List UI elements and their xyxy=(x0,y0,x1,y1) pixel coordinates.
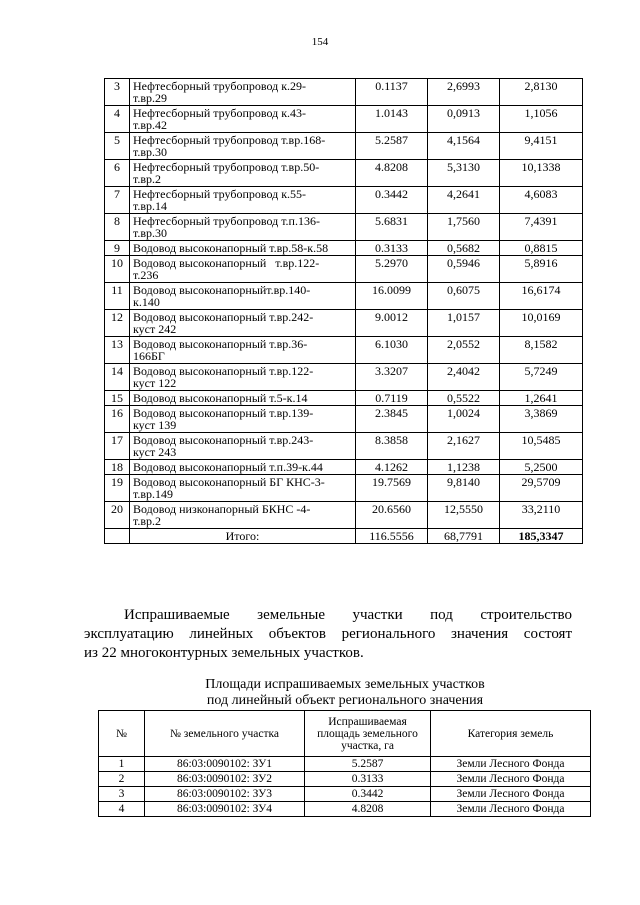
row-number: 20 xyxy=(105,502,130,529)
value-v1: 4.1262 xyxy=(356,460,428,475)
value-v3: 7,4391 xyxy=(500,214,583,241)
object-name xyxy=(130,460,356,475)
object-name-line: Нефтесборный трубопровод к.55- xyxy=(133,187,307,201)
parcel-num: 3 xyxy=(99,787,145,802)
paragraph xyxy=(84,606,572,663)
row-number: 4 xyxy=(105,106,130,133)
table2-title-line-1: Площади испрашиваемых земельных участков xyxy=(205,677,485,692)
value-v2: 1,1238 xyxy=(428,460,500,475)
header-category: Категория земель xyxy=(431,711,591,757)
total-v2: 68,7791 xyxy=(428,529,500,544)
row-number: 12 xyxy=(105,310,130,337)
total-v3: 185,3347 xyxy=(500,529,583,544)
object-name-line: к.140 xyxy=(133,295,160,309)
value-v1: 0.3133 xyxy=(356,241,428,256)
parcel-category: Земли Лесного Фонда xyxy=(431,787,591,802)
value-v3: 10,5485 xyxy=(500,433,583,460)
object-name-line: Водовод высоконапорный т.вр.122- xyxy=(133,256,320,270)
value-v2: 0,5522 xyxy=(428,391,500,406)
parcel-num: 1 xyxy=(99,757,145,772)
row-number: 5 xyxy=(105,133,130,160)
table-row xyxy=(105,160,583,187)
value-v3: 4,6083 xyxy=(500,187,583,214)
object-name-line: Водовод высоконапорный т.вр.242- xyxy=(133,310,314,324)
value-v2: 5,3130 xyxy=(428,160,500,187)
row-number: 19 xyxy=(105,475,130,502)
table2-title-line-2: под линейный объект регионального значения xyxy=(206,693,484,708)
row-number: 8 xyxy=(105,214,130,241)
total-label: Итого: xyxy=(130,529,356,544)
object-name-line: куст 139 xyxy=(133,418,177,432)
header-area xyxy=(305,711,431,757)
page-number: 154 xyxy=(311,36,329,48)
object-name xyxy=(130,433,356,460)
parcel-parcel: 86:03:0090102: ЗУ4 xyxy=(145,802,305,817)
value-v2: 1,7560 xyxy=(428,214,500,241)
value-v1: 8.3858 xyxy=(356,433,428,460)
table-row xyxy=(105,433,583,460)
total-row xyxy=(105,529,583,544)
value-v3: 10,0169 xyxy=(500,310,583,337)
paragraph-line-1: Испрашиваемые земельные участки под строительство xyxy=(124,607,572,623)
row-number: 10 xyxy=(105,256,130,283)
object-name-line: т.вр.14 xyxy=(133,199,168,213)
value-v2: 2,0552 xyxy=(428,337,500,364)
object-name-line: т.вр.2 xyxy=(133,514,162,528)
value-v2: 2,6993 xyxy=(428,79,500,106)
value-v1: 20.6560 xyxy=(356,502,428,529)
object-name xyxy=(130,391,356,406)
object-name xyxy=(130,364,356,391)
value-v3: 8,1582 xyxy=(500,337,583,364)
object-name-line: Водовод высоконапорный т.вр.139- xyxy=(133,406,314,420)
value-v1: 0.3442 xyxy=(356,187,428,214)
parcel-area: 5.2587 xyxy=(305,757,431,772)
object-name-line: Нефтесборный трубопровод т.вр.50- xyxy=(133,160,320,174)
object-name-line: Нефтесборный трубопровод к.43- xyxy=(133,106,307,120)
value-v1: 9.0012 xyxy=(356,310,428,337)
value-v1: 5.2970 xyxy=(356,256,428,283)
value-v3: 5,7249 xyxy=(500,364,583,391)
table-row xyxy=(105,337,583,364)
row-number: 11 xyxy=(105,283,130,310)
object-name-line: Водовод высоконапорный БГ КНС-3- xyxy=(133,475,325,489)
value-v2: 1,0024 xyxy=(428,406,500,433)
value-v2: 0,6075 xyxy=(428,283,500,310)
parcel-category: Земли Лесного Фонда xyxy=(431,757,591,772)
header-area-line-3: участка, га xyxy=(341,739,394,752)
paragraph-line-2: эксплуатацию линейных объектов регионального значения состоят xyxy=(84,626,572,642)
value-v3: 16,6174 xyxy=(500,283,583,310)
value-v2: 4,1564 xyxy=(428,133,500,160)
object-name-line: Водовод высоконапорный т.вр.243- xyxy=(133,433,314,447)
row-number: 3 xyxy=(105,79,130,106)
object-name xyxy=(130,133,356,160)
table-row xyxy=(105,283,583,310)
value-v3: 0,8815 xyxy=(500,241,583,256)
paragraph-line-3: из 22 многоконтурных земельных участков. xyxy=(84,645,364,661)
object-name xyxy=(130,256,356,283)
row-number: 17 xyxy=(105,433,130,460)
value-v2: 2,4042 xyxy=(428,364,500,391)
object-name-line: Нефтесборный трубопровод т.вр.168- xyxy=(133,133,326,147)
parcel-area: 4.8208 xyxy=(305,802,431,817)
row-number: 13 xyxy=(105,337,130,364)
table-row xyxy=(105,256,583,283)
value-v1: 2.3845 xyxy=(356,406,428,433)
object-name xyxy=(130,475,356,502)
table-row xyxy=(105,310,583,337)
linear-objects-table xyxy=(104,78,583,544)
object-name xyxy=(130,502,356,529)
table-row xyxy=(99,787,591,802)
object-name-line: 166БГ xyxy=(133,349,165,363)
object-name-line: Водовод низконапорный БКНС -4- xyxy=(133,502,311,516)
object-name-line: Водовод высоконапорный т.вр.122- xyxy=(133,364,314,378)
object-name xyxy=(130,406,356,433)
table-row xyxy=(105,406,583,433)
value-v2: 12,5550 xyxy=(428,502,500,529)
parcel-category: Земли Лесного Фонда xyxy=(431,772,591,787)
parcel-areas-table xyxy=(98,710,591,817)
value-v1: 6.1030 xyxy=(356,337,428,364)
row-number: 15 xyxy=(105,391,130,406)
value-v3: 5,2500 xyxy=(500,460,583,475)
object-name-line: Водовод высоконапорный т.п.39-к.44 xyxy=(133,460,323,474)
table2-header-row xyxy=(99,711,591,757)
table-row xyxy=(99,757,591,772)
table-row xyxy=(105,133,583,160)
object-name-line: Водовод высоконапорный т.вр.36- xyxy=(133,337,308,351)
value-v2: 1,0157 xyxy=(428,310,500,337)
value-v1: 1.0143 xyxy=(356,106,428,133)
parcel-parcel: 86:03:0090102: ЗУ3 xyxy=(145,787,305,802)
parcel-parcel: 86:03:0090102: ЗУ2 xyxy=(145,772,305,787)
object-name xyxy=(130,187,356,214)
object-name xyxy=(130,106,356,133)
object-name-line: Водовод высоконапорный т.вр.58-к.58 xyxy=(133,241,329,255)
object-name-line: т.236 xyxy=(133,268,159,282)
object-name xyxy=(130,241,356,256)
value-v2: 0,0913 xyxy=(428,106,500,133)
parcel-category: Земли Лесного Фонда xyxy=(431,802,591,817)
header-num: № xyxy=(99,711,145,757)
value-v1: 3.3207 xyxy=(356,364,428,391)
object-name-line: Нефтесборный трубопровод т.п.136- xyxy=(133,214,320,228)
object-name-line: куст 242 xyxy=(133,322,177,336)
table-row xyxy=(105,214,583,241)
object-name-line: т.вр.30 xyxy=(133,226,168,240)
object-name-line: куст 122 xyxy=(133,376,177,390)
parcel-num: 2 xyxy=(99,772,145,787)
value-v3: 29,5709 xyxy=(500,475,583,502)
header-area-line-1: Испрашиваемая xyxy=(328,715,407,728)
value-v2: 0,5682 xyxy=(428,241,500,256)
object-name xyxy=(130,310,356,337)
object-name xyxy=(130,283,356,310)
value-v3: 9,4151 xyxy=(500,133,583,160)
table-row xyxy=(105,79,583,106)
value-v3: 2,8130 xyxy=(500,79,583,106)
object-name-line: т.вр.42 xyxy=(133,118,168,132)
value-v3: 3,3869 xyxy=(500,406,583,433)
object-name-line: куст 243 xyxy=(133,445,177,459)
value-v1: 5.2587 xyxy=(356,133,428,160)
header-parcel: № земельного участка xyxy=(145,711,305,757)
value-v3: 33,2110 xyxy=(500,502,583,529)
object-name-line: т.вр.2 xyxy=(133,172,162,186)
table-row xyxy=(105,502,583,529)
value-v2: 2,1627 xyxy=(428,433,500,460)
parcel-num: 4 xyxy=(99,802,145,817)
table-row xyxy=(105,460,583,475)
total-empty-cell xyxy=(105,529,130,544)
parcel-area: 0.3133 xyxy=(305,772,431,787)
row-number: 18 xyxy=(105,460,130,475)
value-v1: 4.8208 xyxy=(356,160,428,187)
value-v2: 4,2641 xyxy=(428,187,500,214)
object-name-line: Нефтесборный трубопровод к.29- xyxy=(133,79,307,93)
object-name xyxy=(130,214,356,241)
value-v3: 10,1338 xyxy=(500,160,583,187)
value-v3: 1,2641 xyxy=(500,391,583,406)
table-row xyxy=(105,391,583,406)
value-v1: 0.7119 xyxy=(356,391,428,406)
value-v2: 9,8140 xyxy=(428,475,500,502)
header-area-line-2: площадь земельного xyxy=(317,727,418,740)
value-v3: 5,8916 xyxy=(500,256,583,283)
value-v1: 5.6831 xyxy=(356,214,428,241)
table-row xyxy=(105,106,583,133)
object-name-line: Водовод высоконапорный т.5-к.14 xyxy=(133,391,308,405)
table-row xyxy=(105,475,583,502)
table-row xyxy=(99,802,591,817)
value-v3: 1,1056 xyxy=(500,106,583,133)
table-row xyxy=(99,772,591,787)
table-row xyxy=(105,187,583,214)
object-name-line: т.вр.30 xyxy=(133,145,168,159)
value-v1: 0.1137 xyxy=(356,79,428,106)
table-row xyxy=(105,364,583,391)
value-v2: 0,5946 xyxy=(428,256,500,283)
object-name xyxy=(130,160,356,187)
parcel-parcel: 86:03:0090102: ЗУ1 xyxy=(145,757,305,772)
row-number: 14 xyxy=(105,364,130,391)
total-v1: 116.5556 xyxy=(356,529,428,544)
object-name-line: т.вр.149 xyxy=(133,487,174,501)
object-name xyxy=(130,79,356,106)
parcel-area: 0.3442 xyxy=(305,787,431,802)
object-name-line: т.вр.29 xyxy=(133,91,168,105)
row-number: 6 xyxy=(105,160,130,187)
object-name-line: Водовод высоконапорныйт.вр.140- xyxy=(133,283,311,297)
table-row xyxy=(105,241,583,256)
value-v1: 19.7569 xyxy=(356,475,428,502)
row-number: 9 xyxy=(105,241,130,256)
value-v1: 16.0099 xyxy=(356,283,428,310)
row-number: 16 xyxy=(105,406,130,433)
object-name xyxy=(130,337,356,364)
row-number: 7 xyxy=(105,187,130,214)
